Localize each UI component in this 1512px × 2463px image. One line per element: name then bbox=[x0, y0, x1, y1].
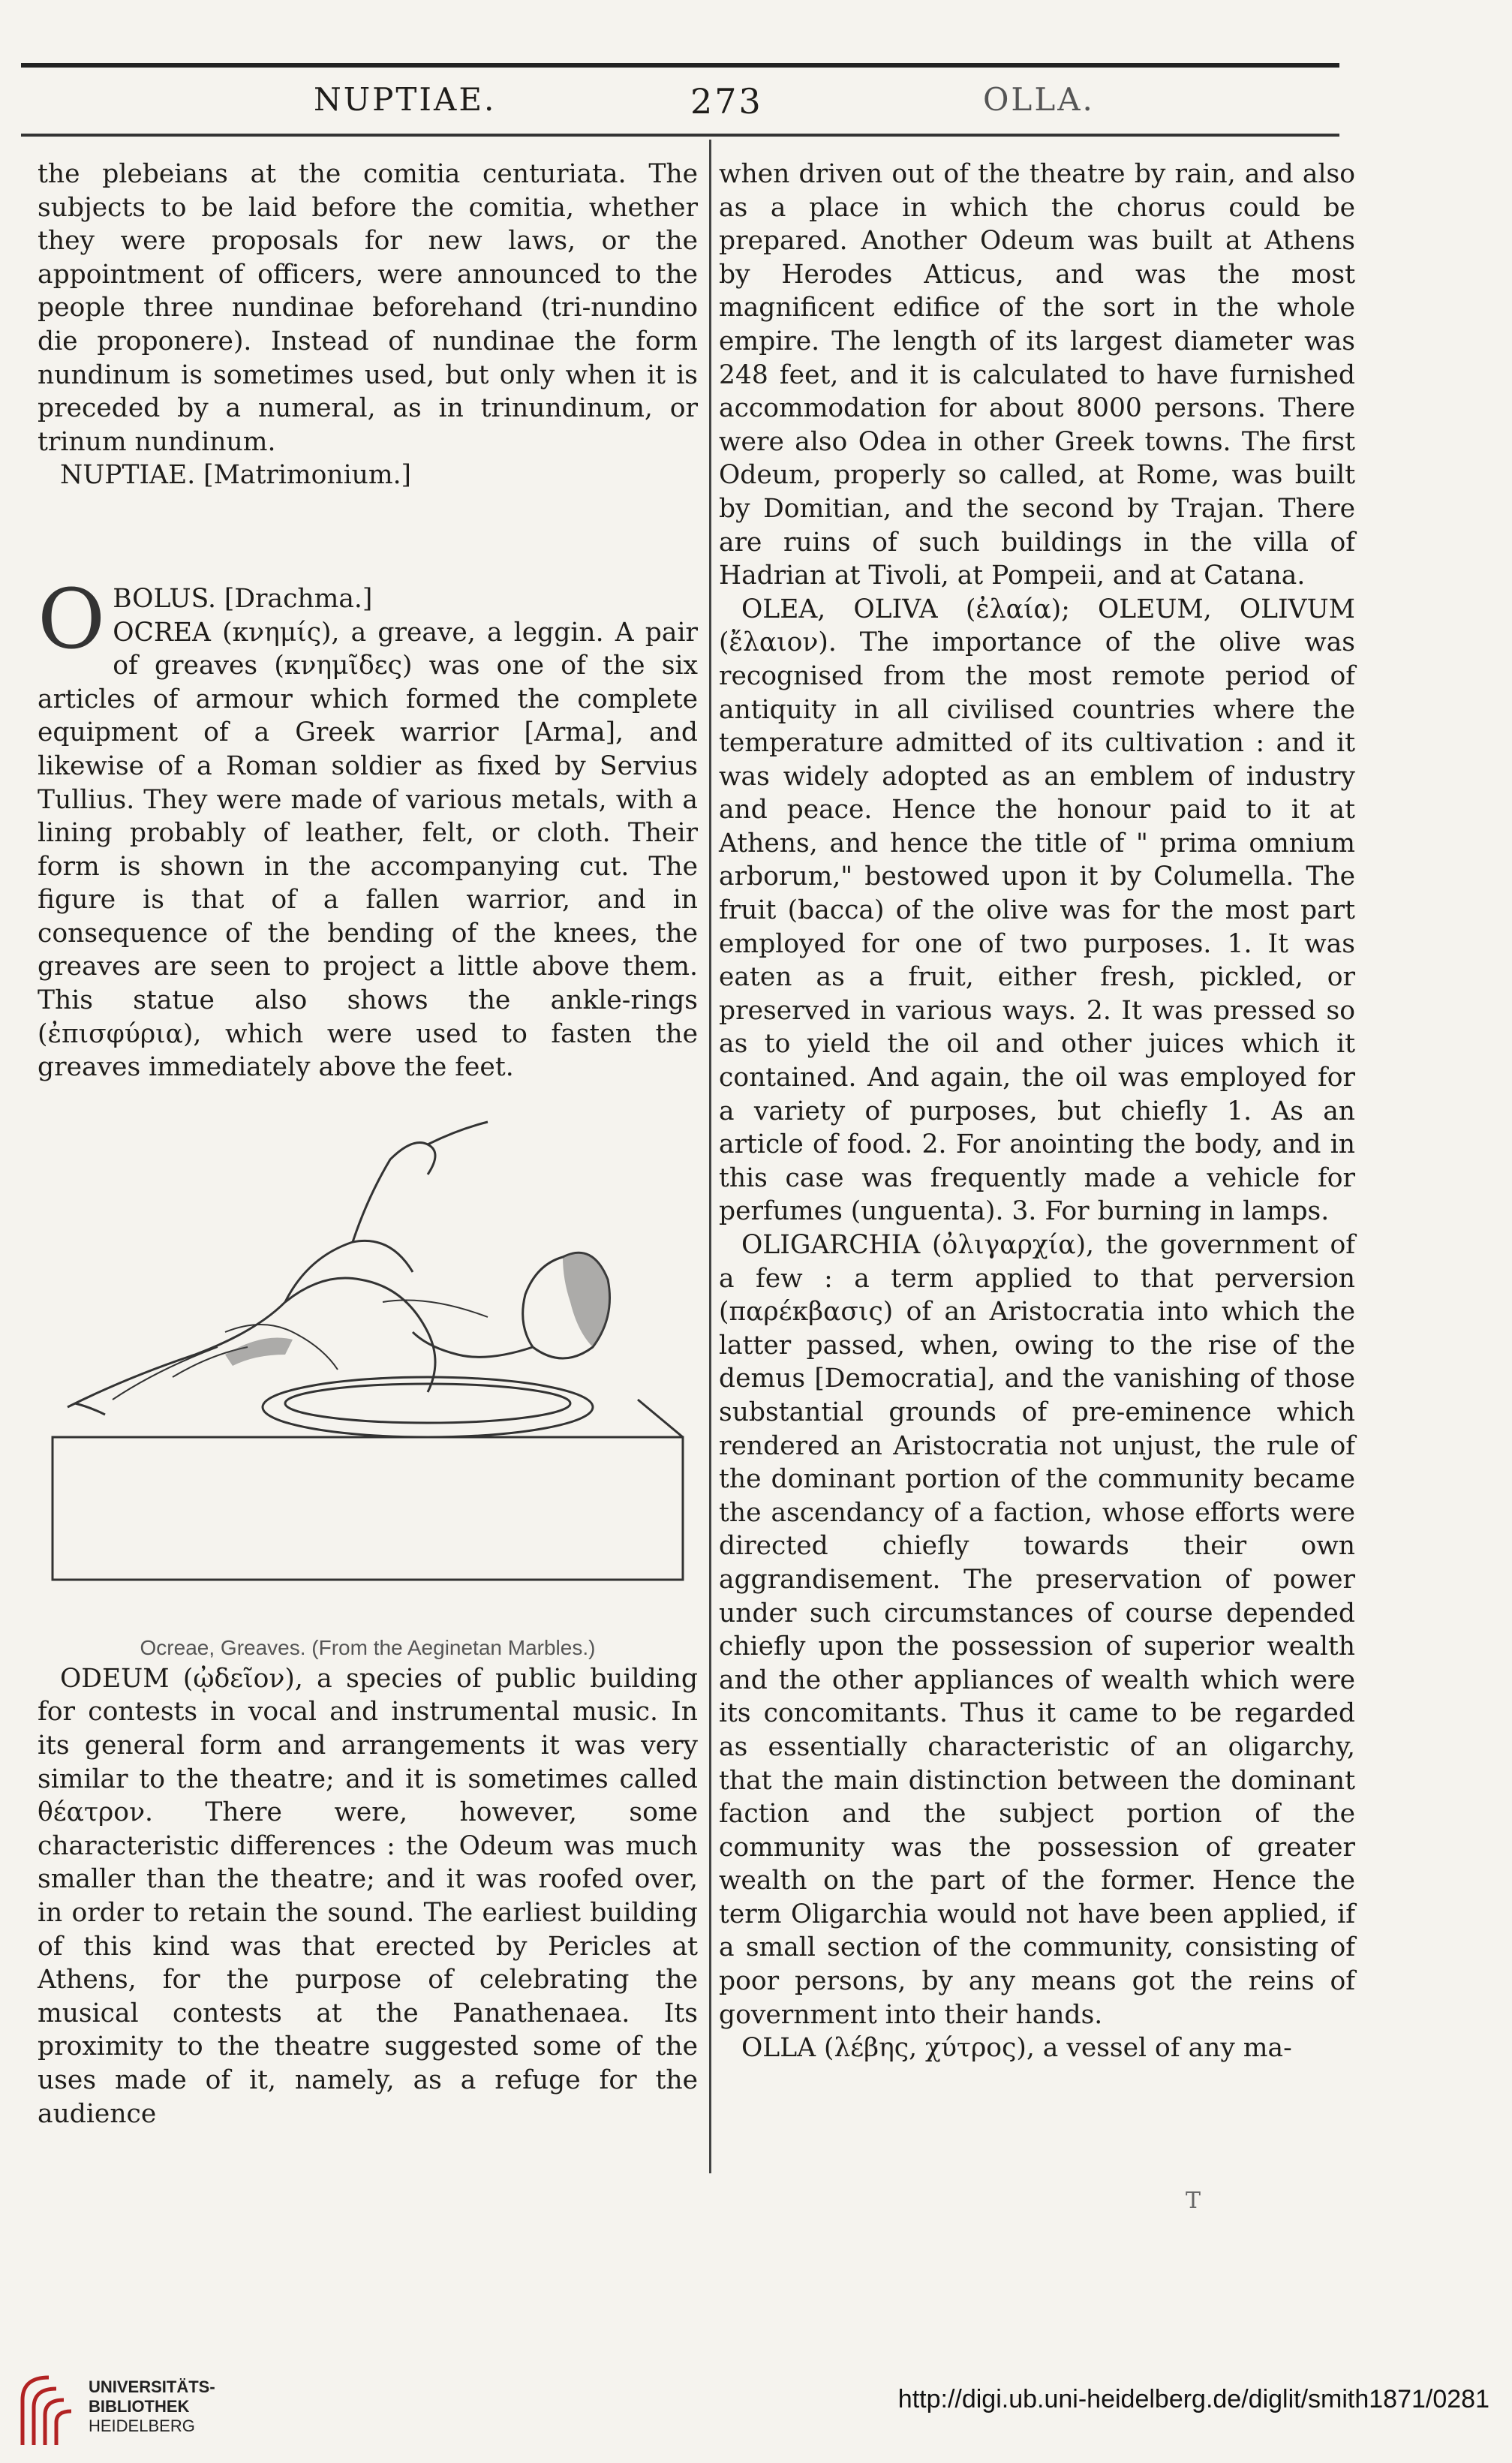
paragraph-odeum-continued: when driven out of the theatre by rain, and also as a place in which the chorus could be prepared. Another Odeum was built at Athens by Herodes Atticus, and was the most magnificent edifice of the sort in the whole empire. The length of its largest diameter was 248 feet, and it is calculated to have furnished accommodation for about 8000 persons. There were also Odea in other Greek towns. The first Odeum, properly so called, at Rome, was built by Domitian, and the second by Trajan. There are ruins of such buildings in the villa of Hadrian at Tivoli, at Pompeii, and at Catana. bbox=[719, 159, 1355, 591]
entry-obolus bbox=[38, 570, 698, 667]
obolus-text: BOLUS. [Drachma.] bbox=[113, 583, 373, 614]
entry-odeum: ODEUM (ᾠδεῖον), a species of public building for contests in vocal and instrumental music. In its general form and arrangements it was very similar to the theatre; and it is sometimes called θέατρον. There were, however, some characteristic differences : the Odeum was much smaller than the theatre; and it was roofed over, in order to retain the sound. The earliest building of this kind was that erected by Pericles at Athens, for the purpose of celebrating the musical contests at the Panathenaea. Its proximity to the theatre suggested some of the uses made of it, namely, as a refuge for the audience bbox=[38, 1663, 698, 2129]
entry-ocrea: OCREA (κνημίς), a greave, a leggin. A pair of greaves (κνημῖδες) was one of the six articles of armour which formed the complete equipment of a Greek warrior [Arma], and likewise of a Roman soldier as fixed by Servius Tullius. They were made of various metals, with a lining probably of leather, felt, or cloth. Their form is shown in the accompanying cut. The figure is that of a fallen warrior, and in consequence of the bending of the knees, the greaves are seen to project a little above them. This statue also shows the ankle-rings (ἐπισφύρια), which were used to fasten the greaves immediately above the feet. bbox=[38, 617, 698, 1083]
right-column bbox=[719, 158, 1355, 2065]
entry-oligarchia: OLIGARCHIA (ὀλιγαρχία), the government of a few : a term applied to that perversion (παρέκβασις) of an Aristocratia into which the latter passed, when, owing to the rise of the demus [Democratia], and the vanishing of those substantial grounds of pre-eminence which rendered an Aristocratia not unjust, the rule of the dominant portion of the community became the ascendancy of a faction, whose efforts were directed chiefly towards their own aggrandisement. The preservation of power under such circumstances of course depended chiefly upon the possession of superior wealth and the other appliances of wealth which were its concomitants. Thus it came to be regarded as essentially characteristic of an oligarchy, that the main distinction between the dominant faction and the subject portion of the community was the possession of greater wealth on the part of the former. Hence the term Oligarchia would not have been applied, if a small section of the community, consisting of poor persons, by any means got the reins of government into their hands. bbox=[719, 1230, 1355, 2030]
fallen-warrior-illustration bbox=[38, 1107, 698, 1617]
running-head-right: OLLA. bbox=[983, 81, 1095, 118]
paragraph-nundinae: the plebeians at the comitia centuriata. The subjects to be laid before the comitia, whether they were proposals for new laws, or the appointment of officers, were announced to the people three nundinae beforehand (tri-nundino die proponere). Instead of nundinae the form nundinum is sometimes used, but only when it is preceded by a numeral, as in trinundinum, or trinum nundinum. bbox=[38, 159, 698, 457]
greaves-figure bbox=[38, 1107, 698, 1662]
running-head-left: NUPTIAE. bbox=[314, 81, 497, 118]
figure-caption: Ocreae, Greaves. (From the Aeginetan Marbles.) bbox=[140, 1636, 596, 1660]
left-column bbox=[38, 158, 698, 2131]
entry-olla: OLLA (λέβης, χύτρος), a vessel of any ma- bbox=[741, 2033, 1292, 2064]
library-logo-icon bbox=[15, 2370, 83, 2452]
source-url-link[interactable]: http://digi.ub.uni-heidelberg.de/diglit/smith1871/0281 bbox=[897, 2385, 1489, 2413]
page-number: 273 bbox=[690, 81, 763, 122]
header-rule bbox=[21, 134, 1339, 137]
entry-nuptiae: NUPTIAE. [Matrimonium.] bbox=[60, 460, 411, 491]
library-name: UNIVERSITÄTS- BIBLIOTHEK HEIDELBERG bbox=[89, 2377, 215, 2435]
drop-cap: O bbox=[38, 570, 106, 667]
signature-mark: T bbox=[1186, 2188, 1201, 2214]
entry-olea: OLEA, OLIVA (ἐλαία); OLEUM, OLIVUM (ἔλαιον). The importance of the olive was recognised from the most remote period of antiquity in all civilised countries where the temperature admitted of its cultivation : and it was widely adopted as an emblem of industry and peace. Hence the honour paid to it at Athens, and hence the title of " prima omnium arborum," bestowed upon it by Columella. The fruit (bacca) of the olive was for the most part employed for one of two purposes. 1. It was eaten as a fruit, either fresh, pickled, or preserved in various ways. 2. It was pressed so as to yield the oil and other juices which it contained. And again, the oil was employed for a variety of purposes, but chiefly 1. As an article of food. 2. For anointing the body, and in this case was frequently made a vehicle for perfumes (unguenta). 3. For burning in lamps. bbox=[719, 594, 1355, 1227]
column-divider bbox=[709, 140, 711, 2173]
top-rule bbox=[21, 63, 1339, 68]
